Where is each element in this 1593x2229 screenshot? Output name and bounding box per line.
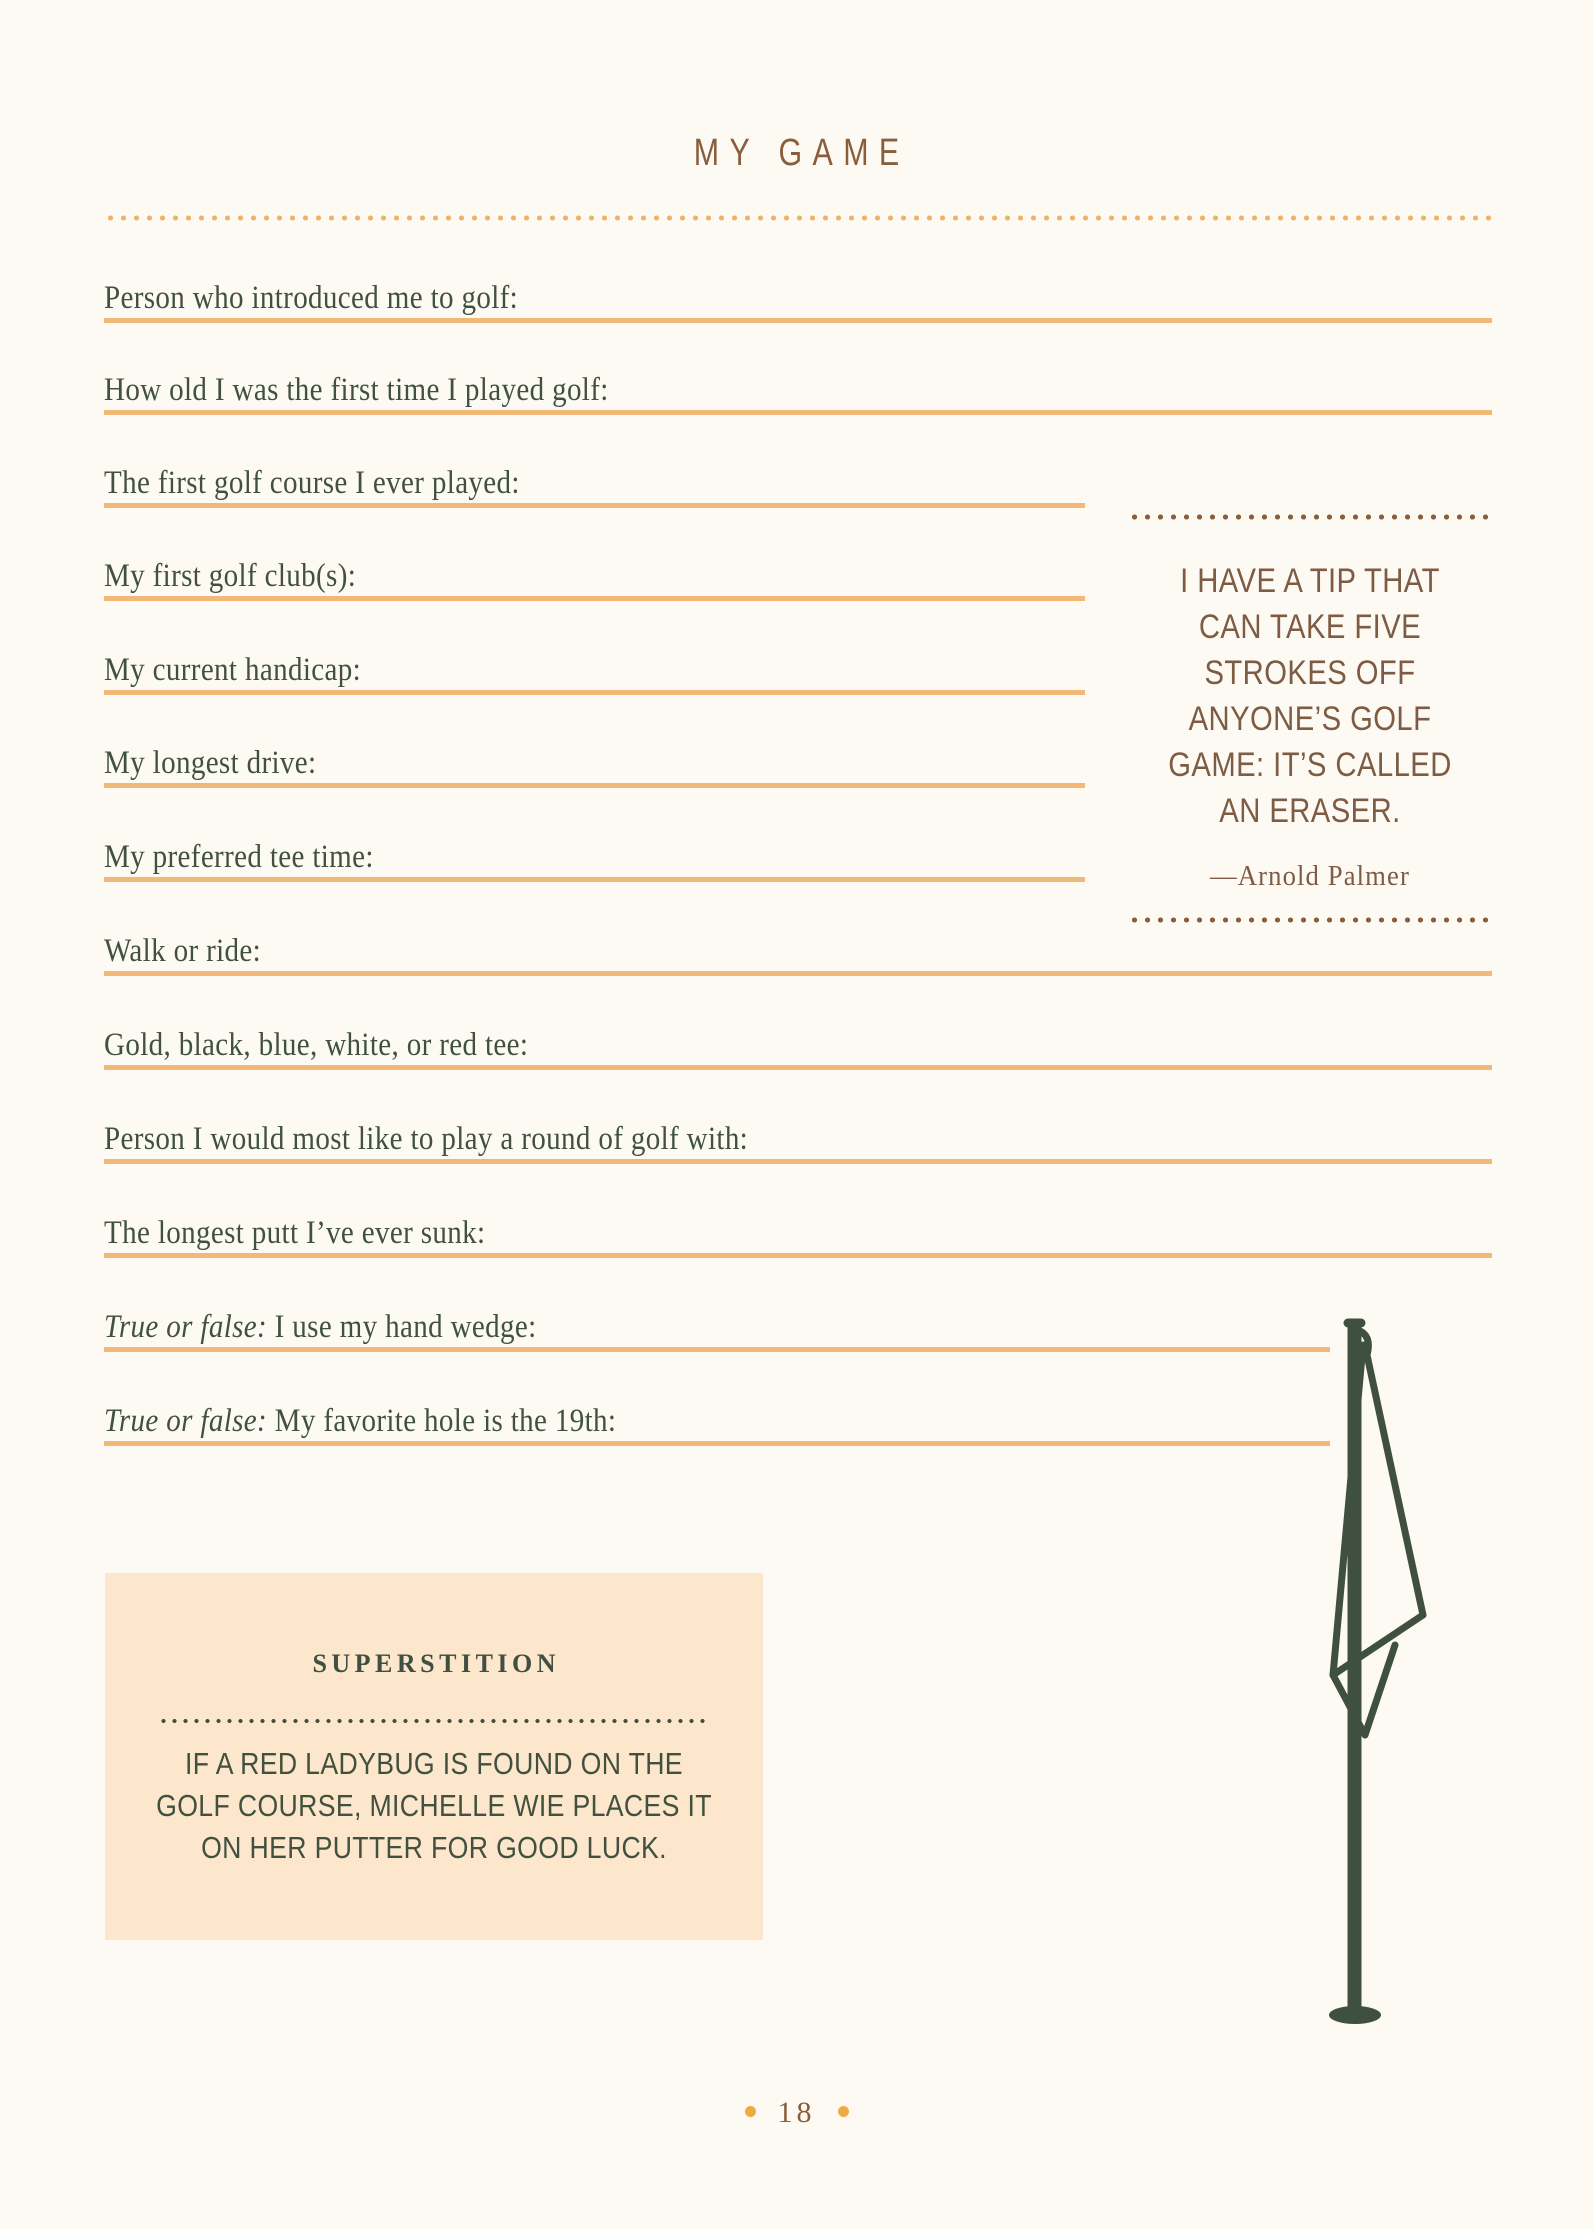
form-row-rule[interactable] — [104, 1065, 1492, 1070]
pull-quote — [1128, 512, 1492, 925]
form-row-label: My longest drive: — [104, 745, 317, 781]
form-row-rule[interactable] — [104, 503, 1085, 508]
form-row-label: Person I would most like to play a round of golf with: — [104, 1121, 749, 1157]
superstition-dotted-rule — [158, 1717, 710, 1725]
form-row-rule[interactable] — [104, 690, 1085, 695]
form-row-label: Gold, black, blue, white, or red tee: — [104, 1027, 529, 1063]
footer-dot-left — [745, 2106, 756, 2117]
form-row-label-text: I use my hand wedge: — [274, 1309, 537, 1345]
form-row-label: My current handicap: — [104, 652, 362, 688]
form-row-true-false[interactable] — [104, 1391, 1330, 1446]
page-footer — [0, 2096, 1593, 2130]
flag-base — [1329, 2006, 1381, 2024]
form-row[interactable] — [104, 546, 1085, 601]
form-row-rule[interactable] — [104, 1159, 1492, 1164]
form-row-label: The first golf course I ever played: — [104, 465, 520, 501]
form-row[interactable] — [104, 640, 1085, 695]
form-row[interactable] — [104, 1203, 1492, 1258]
golf-flag-icon — [1325, 1315, 1445, 2040]
form-row-rule[interactable] — [104, 1441, 1330, 1446]
form-row-rule[interactable] — [104, 596, 1085, 601]
form-row[interactable] — [104, 1109, 1492, 1164]
page-title: MY GAME — [693, 132, 910, 174]
superstition-heading: SUPERSTITION — [312, 1649, 561, 1678]
form-row-label: The longest putt I’ve ever sunk: — [104, 1215, 486, 1251]
form-row-label: My preferred tee time: — [104, 839, 374, 875]
form-row[interactable] — [104, 360, 1492, 415]
quote-text: I HAVE A TIP THAT CAN TAKE FIVE STROKES OFF ANYONE’S GOLF GAME: IT’S CALLED AN ERASER. — [1168, 562, 1452, 830]
form-row-label: Walk or ride: — [104, 933, 262, 969]
form-row-rule[interactable] — [104, 1253, 1492, 1258]
form-row[interactable] — [104, 921, 1492, 976]
form-row-label-text: My favorite hole is the 19th: — [274, 1403, 617, 1439]
form-row-label — [104, 1309, 537, 1346]
form-row[interactable] — [104, 268, 1492, 323]
form-row-true-false[interactable] — [104, 1297, 1330, 1352]
superstition-box — [105, 1573, 763, 1940]
quote-bottom-dotted-rule — [1128, 915, 1492, 925]
form-row-label: My first golf club(s): — [104, 558, 357, 594]
form-row[interactable] — [104, 827, 1085, 882]
page-number: 18 — [777, 2096, 816, 2129]
form-row-rule[interactable] — [104, 783, 1085, 788]
quote-top-dotted-rule — [1128, 512, 1492, 522]
true-or-false-prefix: True or false: — [104, 1309, 268, 1345]
form-row-rule[interactable] — [104, 410, 1492, 415]
form-row-label: Person who introduced me to golf: — [104, 280, 519, 316]
true-or-false-prefix: True or false: — [104, 1403, 268, 1439]
form-row-rule[interactable] — [104, 971, 1492, 976]
form-row-rule[interactable] — [104, 1347, 1330, 1352]
form-row[interactable] — [104, 453, 1085, 508]
form-row-rule[interactable] — [104, 318, 1492, 323]
form-row[interactable] — [104, 1015, 1492, 1070]
footer-dot-right — [838, 2106, 849, 2117]
form-row-label: How old I was the first time I played golf: — [104, 372, 609, 408]
superstition-text: IF A RED LADYBUG IS FOUND ON THE GOLF COURSE, MICHELLE WIE PLACES IT ON HER PUTTER FOR GOOD LUCK. — [156, 1746, 712, 1865]
quote-attribution: —Arnold Palmer — [1210, 860, 1410, 892]
form-row-label — [104, 1403, 616, 1440]
form-row[interactable] — [104, 733, 1085, 788]
form-row-rule[interactable] — [104, 877, 1085, 882]
